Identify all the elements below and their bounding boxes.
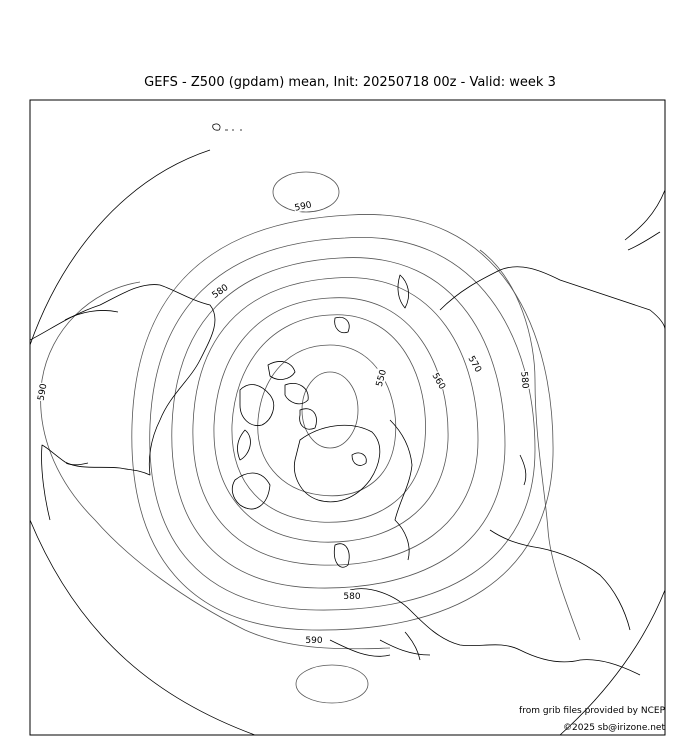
coast-iceland: [352, 453, 366, 465]
coast-svalbard: [335, 317, 349, 332]
label-590-south: 590: [305, 636, 323, 646]
contour-lines: [41, 172, 580, 703]
credit-source: from grib files provided by NCEP: [519, 706, 665, 716]
map-frame: [30, 100, 665, 735]
coast-europe: [350, 589, 640, 675]
contour-590-south: [296, 665, 368, 703]
coast-siberia: [440, 267, 665, 330]
contour-550: [258, 345, 396, 496]
label-560: 560: [429, 371, 447, 392]
credit-copyright: ©2025 sb@irizone.net: [563, 723, 665, 733]
contour-565: [214, 298, 448, 543]
coast-greenland: [294, 425, 379, 502]
label-580-nw: 580: [210, 282, 231, 301]
contour-590-west: [41, 282, 390, 649]
coast-east-asia: [490, 530, 630, 630]
coast-scandinavia: [390, 420, 412, 560]
contour-labels: [35, 198, 532, 646]
map-title: GEFS - Z500 (gpdam) mean, Init: 20250718 00z - Valid: week 3: [144, 75, 556, 90]
coast-british-isles: [334, 544, 349, 568]
coast-islands-top: [213, 124, 242, 130]
coast-north-america: [30, 285, 215, 520]
contour-560: [232, 315, 426, 522]
coast-japan: [520, 455, 526, 485]
label-590-west: 590: [36, 382, 50, 402]
coast-ne-asia: [625, 190, 665, 250]
label-570: 570: [465, 354, 483, 375]
contour-575: [172, 258, 505, 589]
coast-alaska-peninsula: [65, 310, 118, 464]
label-590-north: 590: [293, 200, 313, 214]
label-580-east: 580: [518, 371, 530, 390]
coast-arctic-islands: [238, 361, 317, 460]
label-580-south: 580: [343, 592, 361, 602]
contour-540: [302, 372, 358, 448]
label-550: 550: [374, 368, 390, 388]
